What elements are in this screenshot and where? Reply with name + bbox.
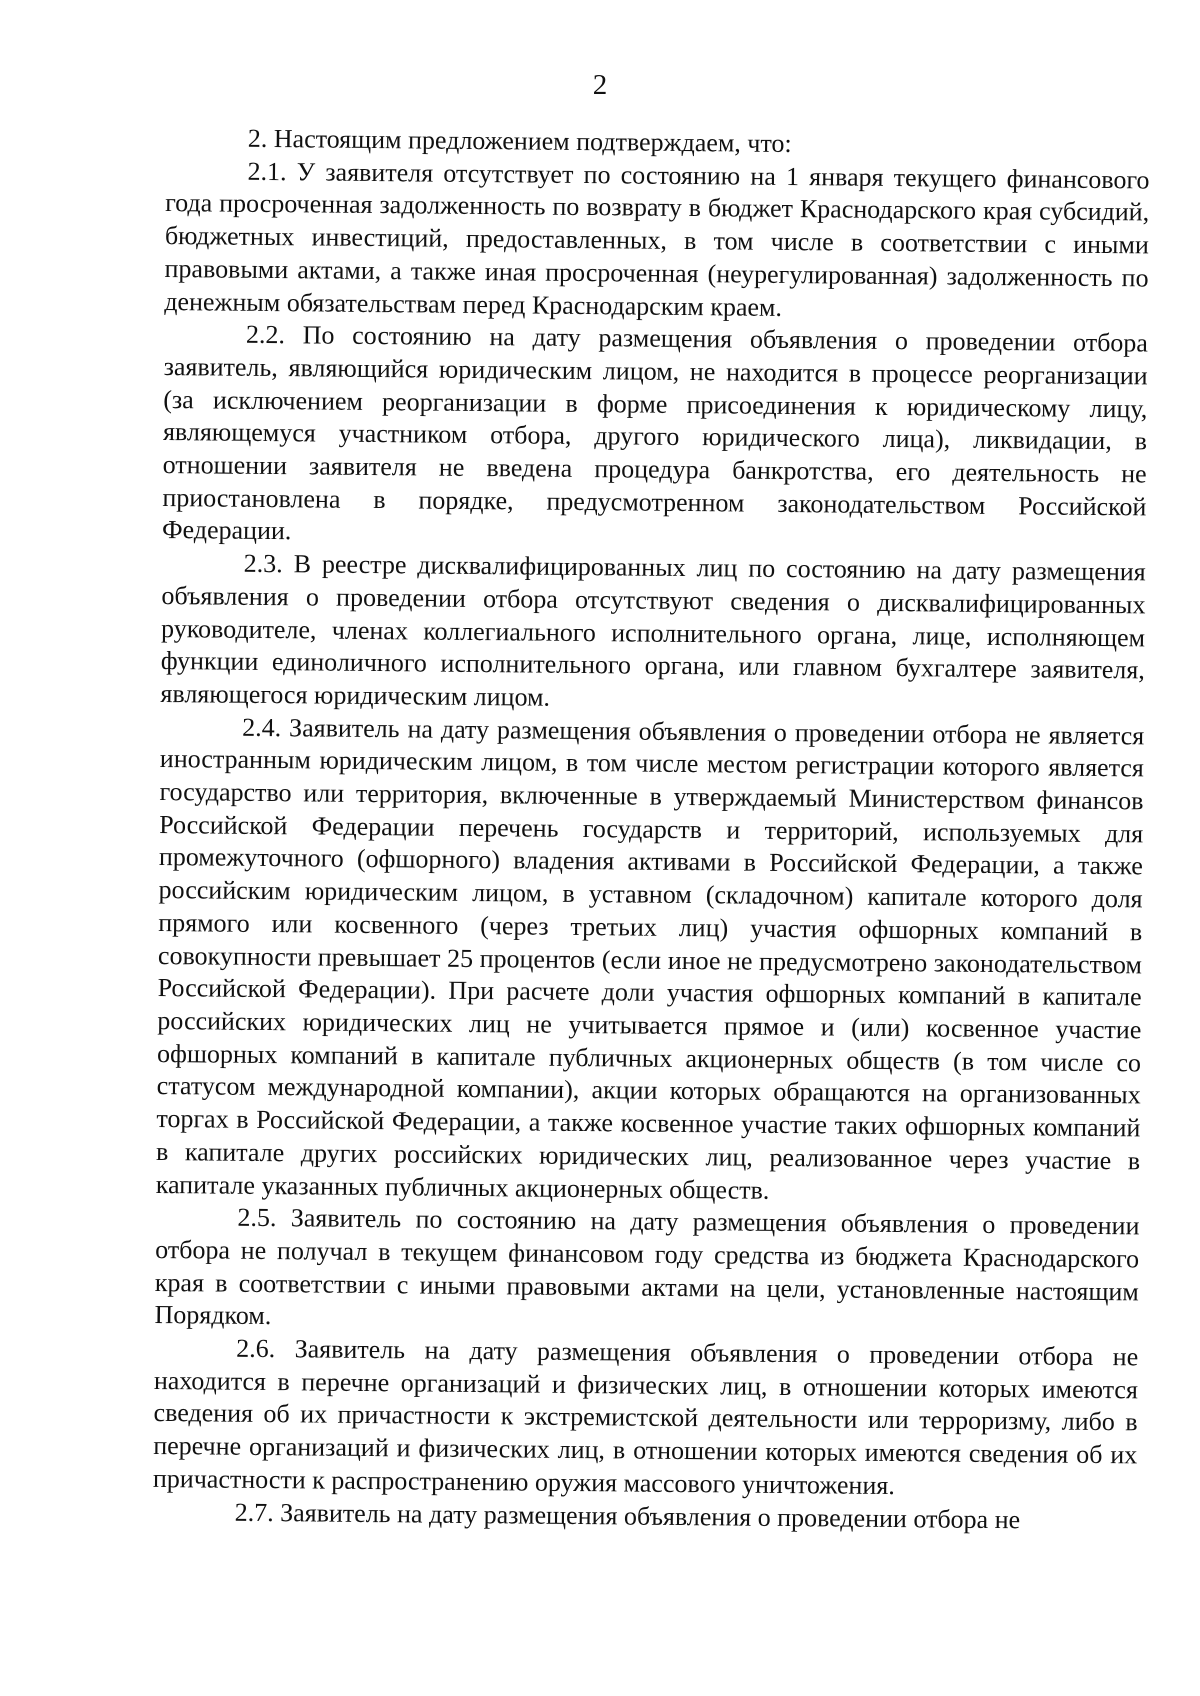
paragraph-2-intro: 2. Настоящим предложением подтверждаем, что: [247, 123, 792, 159]
paragraph-2-5: 2.5. Заявитель по состоянию на дату размещения объявления о проведении отбора не получал в текущем финансовом году средства из бюджета Краснодарского края в соответствии с иными правовыми актами на цели, установленные настоящим Порядком. [154, 1202, 1140, 1331]
paragraph-2-1: 2.1. У заявителя отсутствует по состоянию на 1 января текущего финансового года просроченная задолженность по возврату в бюджет Краснодарского края субсидий, бюджетных инвестиций, предоставленных, в том числе в соответствии с иными правовыми актами, а также иная просроченная (неурегулированная) задолженность по денежным обязательствам перед Краснодарским краем. [164, 156, 1150, 322]
paragraph-2-4: 2.4. Заявитель на дату размещения объявления о проведении отбора не является иностранным юридическим лицом, в том числе местом регистрации которого является государство или территория, включенные в утверждаемый Министерством финансов Российской Федерации перечень государств и территорий, используемых для промежуточного (офшорного) владения активами в Российской Федерации, а также российским юридическим лицом, в уставном (складочном) капитале которого доля прямого или косвенного (через третьих лиц) участия офшорных компаний в совокупности превышает 25 процентов (если иное не предусмотрено законодательством Российской Федерации). При расчете доли участия офшорных компаний в капитале российских юридических лиц не учитывается прямое и (или) косвенное участие офшорных компаний в капитале публичных акционерных обществ (в том числе со статусом международной компании), акции которых обращаются на организованных торгах в Российской Федерации, а также косвенное участие таких офшорных компаний в капитале других российских юридических лиц, реализованное через участие в капитале указанных публичных акционерных обществ. [155, 712, 1145, 1205]
paragraph-2-7: 2.7. Заявитель на дату размещения объявления о проведении отбора не [234, 1497, 1021, 1534]
page-number: 2 [592, 69, 608, 101]
paragraph-2-6: 2.6. Заявитель на дату размещения объявления о проведении отбора не находится в перечне организаций и физических лиц, в отношении которых имеются сведения об их причастности к экстремистской деятельности или терроризму, либо в перечне организаций и физических лиц, в отношении которых имеются сведения об их причастности к распространению оружия массового уничтожения. [152, 1333, 1139, 1500]
paragraph-2-2: 2.2. По состоянию на дату размещения объявления о проведении отбора заявитель, являющийся юридическим лицом, не находится в процессе реорганизации (за исключением реорганизации в форме присоединения к юридическому лицу, являющемуся участником отбора, другого юридического лица), ликвидации, в отношении заявителя не введена процедура банкротства, его деятельность не приостановлена в порядке, предусмотренном законодательством Российской Федерации. [161, 319, 1149, 546]
document-body [153, 122, 1150, 1538]
paragraph-2-3: 2.3. В реестре дисквалифицированных лиц по состоянию на дату размещения объявления о проведении отбора отсутствуют сведения о дисквалифицированных руководителе, членах коллегиального исполнительного органа, лице, исполняющем функции единоличного исполнительного органа, или главном бухгалтере заявителя, являющегося юридическим лицом. [160, 548, 1146, 712]
